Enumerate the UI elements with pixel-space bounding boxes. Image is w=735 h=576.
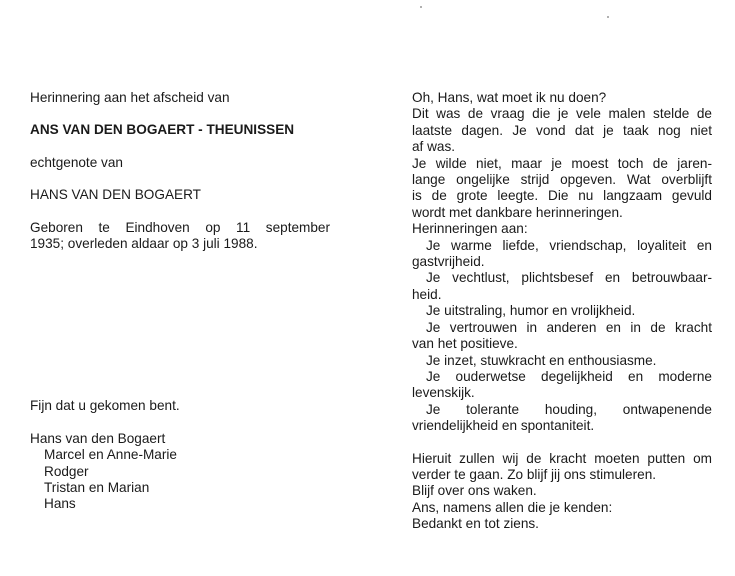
- poem-line: van het positieve.: [412, 336, 518, 352]
- poem-line: Je wilde niet, maar je moest toch de jaren-: [412, 155, 712, 171]
- closing-line: Hieruit zullen wij de kracht moeten putten om: [412, 450, 712, 466]
- poem-line: lange ongelijke strijd opgeven. Wat overblijft: [412, 172, 712, 188]
- family-member: Hans: [44, 496, 76, 512]
- closing-line: Ans, namens allen die je kenden:: [412, 499, 613, 515]
- poem-line: laatste dagen. Je vond dat je taak nog niet: [412, 122, 712, 138]
- closing-line: Blijf over ons waken.: [412, 483, 537, 499]
- poem-line: levenskijk.: [412, 385, 475, 401]
- family-member: Marcel en Anne-Marie: [44, 447, 177, 463]
- poem-line: heid.: [412, 286, 442, 302]
- right-column: [412, 90, 712, 533]
- poem-line: is de grote leegte. Die nu langzaam gevuld: [412, 188, 712, 204]
- birth-text-line2: 1935; overleden aldaar op 3 juli 1988.: [30, 236, 258, 252]
- poem-line: vriendelijkheid en spontaniteit.: [412, 418, 595, 434]
- speck: [607, 16, 609, 18]
- poem-line: Oh, Hans, wat moet ik nu doen?: [412, 90, 607, 105]
- poem-line: Je ouderwetse degelijkheid en moderne: [426, 368, 712, 384]
- poem-line: wordt met dankbare herinneringen.: [412, 204, 623, 220]
- family-member: Tristan en Marian: [44, 480, 150, 496]
- poem-line: gastvrijheid.: [412, 254, 485, 270]
- poem-line: Je vechtlust, plichtsbesef en betrouwbaar-: [426, 270, 712, 286]
- birth-text-line1: Geboren te Eindhoven op 11 september: [30, 219, 330, 235]
- poem-line: Je warme liefde, vriendschap, loyaliteit en: [426, 237, 712, 253]
- poem-line: Je inzet, stuwkracht en enthousiasme.: [426, 352, 657, 368]
- poem-line: Dit was de vraag die je vele malen stelde de: [412, 106, 712, 122]
- deceased-name: ANS VAN DEN BOGAERT - THEUNISSEN: [30, 122, 295, 138]
- speck: [420, 6, 422, 8]
- closing-line: Bedankt en tot ziens.: [412, 516, 539, 532]
- poem-line: af was.: [412, 139, 456, 155]
- thanks-text: Fijn dat u gekomen bent.: [30, 398, 180, 414]
- spouse-label: echtgenote van: [30, 154, 123, 170]
- poem-line: Herinneringen aan:: [412, 221, 528, 237]
- family-head: Hans van den Bogaert: [30, 430, 166, 446]
- family-member: Rodger: [44, 463, 89, 479]
- poem-line: Je uitstraling, humor en vrolijkheid.: [426, 303, 636, 319]
- poem-line: Je tolerante houding, ontwapenende: [426, 401, 712, 417]
- closing-line: verder te gaan. Zo blijf jij ons stimuleren.: [412, 466, 657, 482]
- poem-line: Je vertrouwen in anderen en in de kracht: [426, 319, 712, 335]
- left-column: [30, 90, 330, 513]
- spouse-name: HANS VAN DEN BOGAERT: [30, 187, 201, 203]
- intro-text: Herinnering aan het afscheid van: [30, 90, 230, 105]
